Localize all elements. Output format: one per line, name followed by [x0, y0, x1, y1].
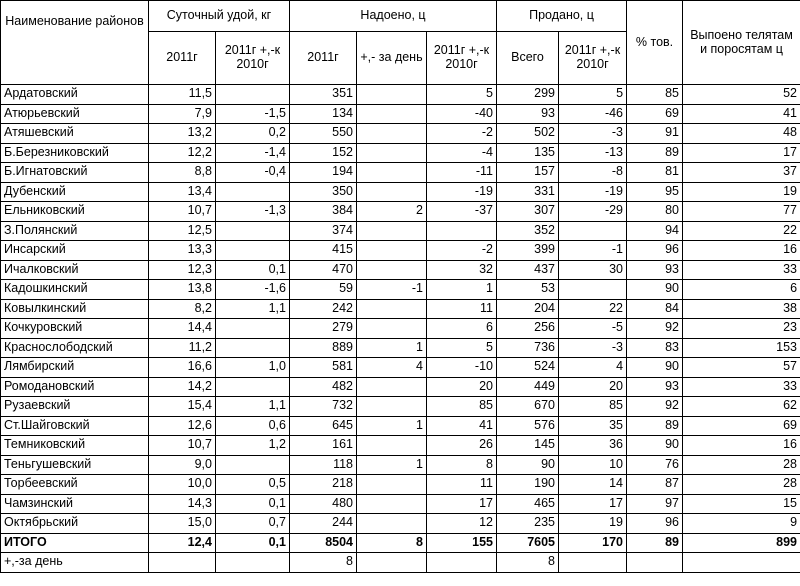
cell-yield-2011: 118: [290, 455, 357, 475]
cell-pct: 93: [627, 377, 683, 397]
cell-milk-2011: 7,9: [149, 104, 216, 124]
cell-milk-diff: 0,1: [216, 494, 290, 514]
cell-milk-2011: [149, 553, 216, 573]
cell-district-name: Рузаевский: [1, 397, 149, 417]
table-row: [1, 455, 800, 475]
cell-calves: 19: [683, 182, 800, 202]
cell-milk-diff: [216, 338, 290, 358]
cell-sold-total: 7605: [497, 533, 559, 553]
cell-district-name: Атюрьевский: [1, 104, 149, 124]
cell-sold-diff: [559, 280, 627, 300]
cell-yield-day: [357, 143, 427, 163]
cell-yield-diff: -11: [427, 163, 497, 183]
cell-pct: 93: [627, 260, 683, 280]
cell-milk-diff: [216, 553, 290, 573]
header-sold-group: Продано, ц: [497, 1, 627, 32]
cell-yield-day: [357, 124, 427, 144]
cell-pct: 96: [627, 514, 683, 534]
cell-sold-diff: 19: [559, 514, 627, 534]
cell-sold-diff: 10: [559, 455, 627, 475]
cell-milk-2011: 12,3: [149, 260, 216, 280]
cell-sold-diff: 30: [559, 260, 627, 280]
cell-milk-diff: 0,1: [216, 533, 290, 553]
cell-yield-day: 8: [357, 533, 427, 553]
cell-district-name: Ромодановский: [1, 377, 149, 397]
cell-yield-diff: 26: [427, 436, 497, 456]
cell-sold-diff: -19: [559, 182, 627, 202]
cell-milk-diff: [216, 221, 290, 241]
cell-sold-diff: -29: [559, 202, 627, 222]
total-row: [1, 533, 800, 553]
cell-milk-2011: 8,2: [149, 299, 216, 319]
cell-sold-total: 157: [497, 163, 559, 183]
cell-sold-total: 135: [497, 143, 559, 163]
cell-yield-2011: 350: [290, 182, 357, 202]
cell-calves: 57: [683, 358, 800, 378]
cell-pct: 83: [627, 338, 683, 358]
cell-district-name: Лямбирский: [1, 358, 149, 378]
cell-pct: 87: [627, 475, 683, 495]
cell-milk-2011: 14,4: [149, 319, 216, 339]
cell-yield-2011: 374: [290, 221, 357, 241]
cell-yield-day: 1: [357, 338, 427, 358]
cell-milk-2011: 12,2: [149, 143, 216, 163]
cell-calves: 6: [683, 280, 800, 300]
table-row: [1, 221, 800, 241]
cell-milk-diff: 0,2: [216, 124, 290, 144]
cell-yield-day: [357, 514, 427, 534]
cell-yield-day: [357, 377, 427, 397]
cell-calves: 899: [683, 533, 800, 553]
cell-pct: 96: [627, 241, 683, 261]
table-row: [1, 104, 800, 124]
cell-sold-total: 8: [497, 553, 559, 573]
cell-yield-diff: 11: [427, 475, 497, 495]
cell-sold-diff: [559, 221, 627, 241]
cell-yield-day: [357, 397, 427, 417]
cell-milk-diff: 1,1: [216, 397, 290, 417]
cell-district-name: +,-за день: [1, 553, 149, 573]
cell-milk-diff: 0,6: [216, 416, 290, 436]
cell-yield-day: [357, 241, 427, 261]
cell-milk-2011: 13,3: [149, 241, 216, 261]
cell-yield-diff: [427, 221, 497, 241]
cell-district-name: Октябрьский: [1, 514, 149, 534]
cell-milk-2011: 12,5: [149, 221, 216, 241]
cell-pct: 91: [627, 124, 683, 144]
cell-yield-day: [357, 553, 427, 573]
cell-yield-day: 1: [357, 416, 427, 436]
cell-calves: 62: [683, 397, 800, 417]
table-row: [1, 202, 800, 222]
cell-milk-diff: -1,4: [216, 143, 290, 163]
cell-district-name: Ельниковский: [1, 202, 149, 222]
cell-yield-diff: -4: [427, 143, 497, 163]
cell-sold-diff: 14: [559, 475, 627, 495]
header-yield-diff: 2011г +,-к 2010г: [427, 32, 497, 85]
cell-milk-diff: 0,5: [216, 475, 290, 495]
table-row: [1, 514, 800, 534]
cell-sold-total: 307: [497, 202, 559, 222]
cell-district-name: Теньгушевский: [1, 455, 149, 475]
cell-yield-2011: 581: [290, 358, 357, 378]
cell-sold-total: 399: [497, 241, 559, 261]
cell-sold-diff: -1: [559, 241, 627, 261]
cell-calves: 37: [683, 163, 800, 183]
cell-yield-diff: 11: [427, 299, 497, 319]
cell-pct: 89: [627, 416, 683, 436]
cell-yield-diff: -10: [427, 358, 497, 378]
cell-milk-diff: [216, 85, 290, 105]
table-row: [1, 436, 800, 456]
cell-district-name: Б.Игнатовский: [1, 163, 149, 183]
cell-yield-2011: 351: [290, 85, 357, 105]
cell-sold-total: 235: [497, 514, 559, 534]
cell-sold-diff: 17: [559, 494, 627, 514]
cell-yield-2011: 134: [290, 104, 357, 124]
cell-milk-diff: 1,0: [216, 358, 290, 378]
cell-sold-total: 670: [497, 397, 559, 417]
cell-district-name: ИТОГО: [1, 533, 149, 553]
cell-yield-diff: 155: [427, 533, 497, 553]
cell-yield-2011: 279: [290, 319, 357, 339]
cell-milk-diff: [216, 182, 290, 202]
cell-sold-diff: -8: [559, 163, 627, 183]
cell-sold-total: 736: [497, 338, 559, 358]
cell-calves: 16: [683, 436, 800, 456]
cell-sold-total: 449: [497, 377, 559, 397]
table-row: [1, 299, 800, 319]
cell-district-name: Кадошкинский: [1, 280, 149, 300]
cell-milk-diff: 1,1: [216, 299, 290, 319]
table-row: [1, 143, 800, 163]
cell-yield-diff: -2: [427, 124, 497, 144]
cell-yield-diff: 1: [427, 280, 497, 300]
cell-milk-2011: 14,3: [149, 494, 216, 514]
cell-yield-2011: 8504: [290, 533, 357, 553]
cell-sold-total: 465: [497, 494, 559, 514]
cell-yield-2011: 161: [290, 436, 357, 456]
cell-district-name: Темниковский: [1, 436, 149, 456]
cell-sold-total: 204: [497, 299, 559, 319]
table-row: [1, 182, 800, 202]
cell-yield-day: [357, 104, 427, 124]
cell-yield-diff: 8: [427, 455, 497, 475]
cell-sold-diff: 22: [559, 299, 627, 319]
cell-sold-total: 352: [497, 221, 559, 241]
cell-milk-2011: 10,7: [149, 202, 216, 222]
header-district: Наименование районов: [1, 1, 149, 85]
cell-pct: 89: [627, 143, 683, 163]
table-row: [1, 377, 800, 397]
table-row: [1, 319, 800, 339]
cell-yield-day: [357, 299, 427, 319]
cell-district-name: З.Полянский: [1, 221, 149, 241]
cell-sold-total: 190: [497, 475, 559, 495]
cell-yield-diff: -2: [427, 241, 497, 261]
cell-sold-diff: 170: [559, 533, 627, 553]
cell-milk-2011: 11,5: [149, 85, 216, 105]
cell-calves: 69: [683, 416, 800, 436]
cell-sold-total: 93: [497, 104, 559, 124]
cell-sold-diff: 20: [559, 377, 627, 397]
cell-milk-2011: 12,4: [149, 533, 216, 553]
cell-yield-day: [357, 221, 427, 241]
cell-sold-diff: [559, 553, 627, 573]
cell-milk-diff: -1,3: [216, 202, 290, 222]
header-yield-day: +,- за день: [357, 32, 427, 85]
header-sold-total: Всего: [497, 32, 559, 85]
table-row: [1, 280, 800, 300]
cell-yield-day: -1: [357, 280, 427, 300]
cell-calves: [683, 553, 800, 573]
cell-calves: 9: [683, 514, 800, 534]
cell-sold-diff: -5: [559, 319, 627, 339]
cell-yield-day: [357, 494, 427, 514]
cell-yield-2011: 732: [290, 397, 357, 417]
cell-yield-2011: 482: [290, 377, 357, 397]
cell-milk-2011: 12,6: [149, 416, 216, 436]
cell-milk-2011: 16,6: [149, 358, 216, 378]
cell-sold-total: 502: [497, 124, 559, 144]
cell-yield-2011: 8: [290, 553, 357, 573]
header-calves: Выпоено телятам и поросятам ц: [683, 1, 800, 85]
cell-sold-diff: 35: [559, 416, 627, 436]
table-row: [1, 241, 800, 261]
cell-yield-diff: 5: [427, 338, 497, 358]
table-row: [1, 475, 800, 495]
cell-calves: 23: [683, 319, 800, 339]
cell-sold-total: 256: [497, 319, 559, 339]
cell-yield-2011: 645: [290, 416, 357, 436]
cell-yield-2011: 194: [290, 163, 357, 183]
header-sold-diff: 2011г +,-к 2010г: [559, 32, 627, 85]
cell-yield-2011: 470: [290, 260, 357, 280]
cell-yield-diff: 12: [427, 514, 497, 534]
cell-pct: 76: [627, 455, 683, 475]
cell-yield-diff: 41: [427, 416, 497, 436]
cell-sold-total: 437: [497, 260, 559, 280]
cell-yield-day: [357, 436, 427, 456]
cell-calves: 77: [683, 202, 800, 222]
cell-calves: 33: [683, 377, 800, 397]
cell-pct: 69: [627, 104, 683, 124]
cell-yield-diff: -37: [427, 202, 497, 222]
cell-yield-day: [357, 475, 427, 495]
table-body: [1, 85, 800, 573]
cell-milk-2011: 13,4: [149, 182, 216, 202]
cell-calves: 48: [683, 124, 800, 144]
cell-yield-day: [357, 182, 427, 202]
cell-calves: 52: [683, 85, 800, 105]
cell-sold-total: 90: [497, 455, 559, 475]
cell-calves: 28: [683, 475, 800, 495]
cell-sold-diff: -13: [559, 143, 627, 163]
cell-milk-2011: 13,2: [149, 124, 216, 144]
cell-yield-day: [357, 163, 427, 183]
cell-district-name: Атяшевский: [1, 124, 149, 144]
cell-pct: 89: [627, 533, 683, 553]
cell-milk-diff: 0,7: [216, 514, 290, 534]
cell-sold-diff: 85: [559, 397, 627, 417]
table-row: [1, 416, 800, 436]
cell-pct: 90: [627, 280, 683, 300]
cell-yield-2011: 59: [290, 280, 357, 300]
cell-yield-2011: 244: [290, 514, 357, 534]
table-row: [1, 124, 800, 144]
cell-pct: 94: [627, 221, 683, 241]
cell-milk-2011: 15,0: [149, 514, 216, 534]
cell-sold-diff: 5: [559, 85, 627, 105]
cell-milk-diff: [216, 241, 290, 261]
cell-yield-diff: -40: [427, 104, 497, 124]
cell-sold-total: 524: [497, 358, 559, 378]
header-milk-diff: 2011г +,-к 2010г: [216, 32, 290, 85]
cell-sold-total: 145: [497, 436, 559, 456]
cell-yield-2011: 384: [290, 202, 357, 222]
cell-milk-2011: 8,8: [149, 163, 216, 183]
header-yield-2011: 2011г: [290, 32, 357, 85]
cell-calves: 38: [683, 299, 800, 319]
cell-yield-2011: 152: [290, 143, 357, 163]
cell-yield-2011: 218: [290, 475, 357, 495]
cell-sold-diff: 36: [559, 436, 627, 456]
cell-sold-diff: -46: [559, 104, 627, 124]
cell-calves: 153: [683, 338, 800, 358]
cell-yield-diff: 5: [427, 85, 497, 105]
table-row: [1, 397, 800, 417]
cell-milk-2011: 9,0: [149, 455, 216, 475]
cell-milk-diff: -1,5: [216, 104, 290, 124]
header-milk-group: Суточный удой, кг: [149, 1, 290, 32]
cell-yield-diff: 85: [427, 397, 497, 417]
table-row: [1, 494, 800, 514]
cell-yield-diff: 17: [427, 494, 497, 514]
cell-district-name: Б.Березниковский: [1, 143, 149, 163]
cell-milk-2011: 14,2: [149, 377, 216, 397]
cell-sold-diff: -3: [559, 338, 627, 358]
cell-district-name: Ичалковский: [1, 260, 149, 280]
cell-milk-2011: 10,7: [149, 436, 216, 456]
cell-pct: 80: [627, 202, 683, 222]
cell-pct: 85: [627, 85, 683, 105]
cell-district-name: Ардатовский: [1, 85, 149, 105]
cell-pct: 92: [627, 319, 683, 339]
cell-pct: [627, 553, 683, 573]
cell-yield-diff: 20: [427, 377, 497, 397]
cell-milk-diff: [216, 377, 290, 397]
cell-yield-2011: 415: [290, 241, 357, 261]
cell-yield-day: [357, 319, 427, 339]
cell-calves: 22: [683, 221, 800, 241]
table-row: [1, 260, 800, 280]
cell-pct: 97: [627, 494, 683, 514]
cell-calves: 15: [683, 494, 800, 514]
cell-sold-diff: 4: [559, 358, 627, 378]
cell-district-name: Ковылкинский: [1, 299, 149, 319]
cell-pct: 92: [627, 397, 683, 417]
cell-calves: 16: [683, 241, 800, 261]
cell-pct: 90: [627, 436, 683, 456]
cell-yield-day: [357, 260, 427, 280]
cell-district-name: Инсарский: [1, 241, 149, 261]
cell-yield-diff: -19: [427, 182, 497, 202]
cell-yield-day: [357, 85, 427, 105]
cell-yield-diff: 32: [427, 260, 497, 280]
table-row: [1, 338, 800, 358]
cell-calves: 28: [683, 455, 800, 475]
cell-district-name: Чамзинский: [1, 494, 149, 514]
cell-milk-diff: -1,6: [216, 280, 290, 300]
cell-yield-2011: 889: [290, 338, 357, 358]
cell-yield-2011: 550: [290, 124, 357, 144]
table-row: [1, 85, 800, 105]
cell-milk-2011: 13,8: [149, 280, 216, 300]
cell-yield-2011: 480: [290, 494, 357, 514]
cell-sold-diff: -3: [559, 124, 627, 144]
cell-milk-2011: 10,0: [149, 475, 216, 495]
cell-yield-diff: [427, 553, 497, 573]
cell-sold-total: 299: [497, 85, 559, 105]
cell-milk-diff: [216, 455, 290, 475]
cell-yield-day: 1: [357, 455, 427, 475]
cell-milk-2011: 11,2: [149, 338, 216, 358]
cell-yield-diff: 6: [427, 319, 497, 339]
cell-calves: 33: [683, 260, 800, 280]
cell-milk-2011: 15,4: [149, 397, 216, 417]
cell-pct: 84: [627, 299, 683, 319]
cell-sold-total: 576: [497, 416, 559, 436]
cell-district-name: Кочкуровский: [1, 319, 149, 339]
header-milk-2011: 2011г: [149, 32, 216, 85]
cell-sold-total: 53: [497, 280, 559, 300]
cell-calves: 41: [683, 104, 800, 124]
cell-pct: 95: [627, 182, 683, 202]
header-yield-group: Надоено, ц: [290, 1, 497, 32]
cell-district-name: Торбеевский: [1, 475, 149, 495]
cell-milk-diff: [216, 319, 290, 339]
table-row: [1, 358, 800, 378]
cell-milk-diff: 0,1: [216, 260, 290, 280]
cell-pct: 90: [627, 358, 683, 378]
cell-yield-day: 4: [357, 358, 427, 378]
cell-calves: 17: [683, 143, 800, 163]
header-pct: % тов.: [627, 1, 683, 85]
cell-milk-diff: -0,4: [216, 163, 290, 183]
per-day-row: [1, 553, 800, 573]
cell-pct: 81: [627, 163, 683, 183]
cell-district-name: Ст.Шайговский: [1, 416, 149, 436]
cell-district-name: Дубенский: [1, 182, 149, 202]
table-row: [1, 163, 800, 183]
cell-sold-total: 331: [497, 182, 559, 202]
cell-milk-diff: 1,2: [216, 436, 290, 456]
cell-yield-2011: 242: [290, 299, 357, 319]
cell-yield-day: 2: [357, 202, 427, 222]
cell-district-name: Краснослободский: [1, 338, 149, 358]
